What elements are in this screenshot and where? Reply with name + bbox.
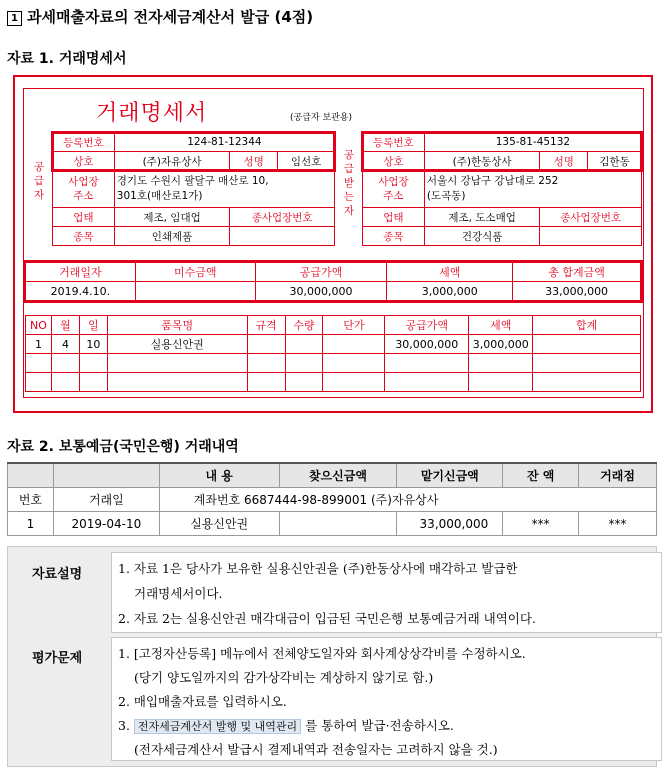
explanation-box: 1. 자료 1은 당사가 보유한 실용신안권을 (주)한동상사에 매각하고 발급한 거래명세서이다. 2. 자료 2는 실용신안권 매각대금이 입금된 국민은행 보통예금거래 내역이다. (111, 552, 662, 633)
table-row: 1 4 10 실용신안권 30,000,000 3,000,000 (26, 335, 641, 354)
table-row: 1 2019-04-10 실용신안권 33,000,000 *** *** (8, 512, 657, 536)
table-row (26, 373, 641, 392)
table-row (26, 354, 641, 373)
items-header-row: NO 월 일 품목명 규격 수량 단가 공급가액 세액 합계 (26, 316, 641, 335)
summary-table: 거래일자 미수금액 공급가액 세액 총 합계금액 2019.4.10. 30,000,000 3,000,000 33,000,000 (25, 262, 641, 301)
task-box: 1. [고정자산등록] 메뉴에서 전체양도일자와 회사계상상각비를 수정하시오. (당기 양도일까지의 감가상각비는 계상하지 않기로 함.) 2. 매입매출자료를 입력하시오. 3. 전자세금계산서 발행 및 내역관리 를 통하여 발급·전송하시오. (전자세금계산서 발급시 결제내역과 전송일자는 고려하지 않을 것.) (111, 637, 662, 761)
bank-header-row: 내 용 찾으신금액 맡기신금액 잔 액 거래점 (8, 463, 657, 488)
items-table (25, 315, 641, 392)
section-number-box: 1 (7, 11, 22, 26)
section-heading (7, 6, 313, 27)
explanation-label: 자료설명 (32, 567, 83, 582)
buyer-table: 등록번호 135-81-45132 상호 (주)한동상사 성명 김한동 사업장 주소 서울시 강남구 강남대로 252 (도곡동) 업태 제조, 도소매업 종사업장번호 종목 건강식품 (362, 132, 642, 246)
section-title: 과세매출자료의 전자세금계산서 발급 (4점) (27, 8, 314, 26)
doc2-label: 자료 2. 보통예금(국민은행) 거래내역 (7, 439, 239, 455)
supplier-vertical-label: 공 급 자 (33, 161, 45, 201)
bank-account-row: 번호 거래일 계좌번호 6687444-98-899001 (주)자유상사 (8, 488, 657, 512)
bank-table (7, 462, 657, 536)
doc1-label: 자료 1. 거래명세서 (7, 51, 127, 67)
buyer-vertical-label: 공 급 받 는 자 (343, 149, 355, 217)
supplier-table: 등록번호 124-81-12344 상호 (주)자유상사 성명 임선호 사업장 주소 경기도 수원시 팔달구 매산로 10, 301호(매산로1가) 업태 제조, 임대업 종사업장번호 종목 인쇄제품 (52, 132, 335, 246)
invoice-title: 거래명세서 (96, 101, 208, 126)
menu-reference-highlight: 전자세금계산서 발행 및 내역관리 (134, 719, 301, 734)
invoice-copy-note: (공급자 보관용) (290, 113, 353, 123)
task-label: 평가문제 (32, 651, 83, 666)
explanation-panel (7, 546, 657, 767)
